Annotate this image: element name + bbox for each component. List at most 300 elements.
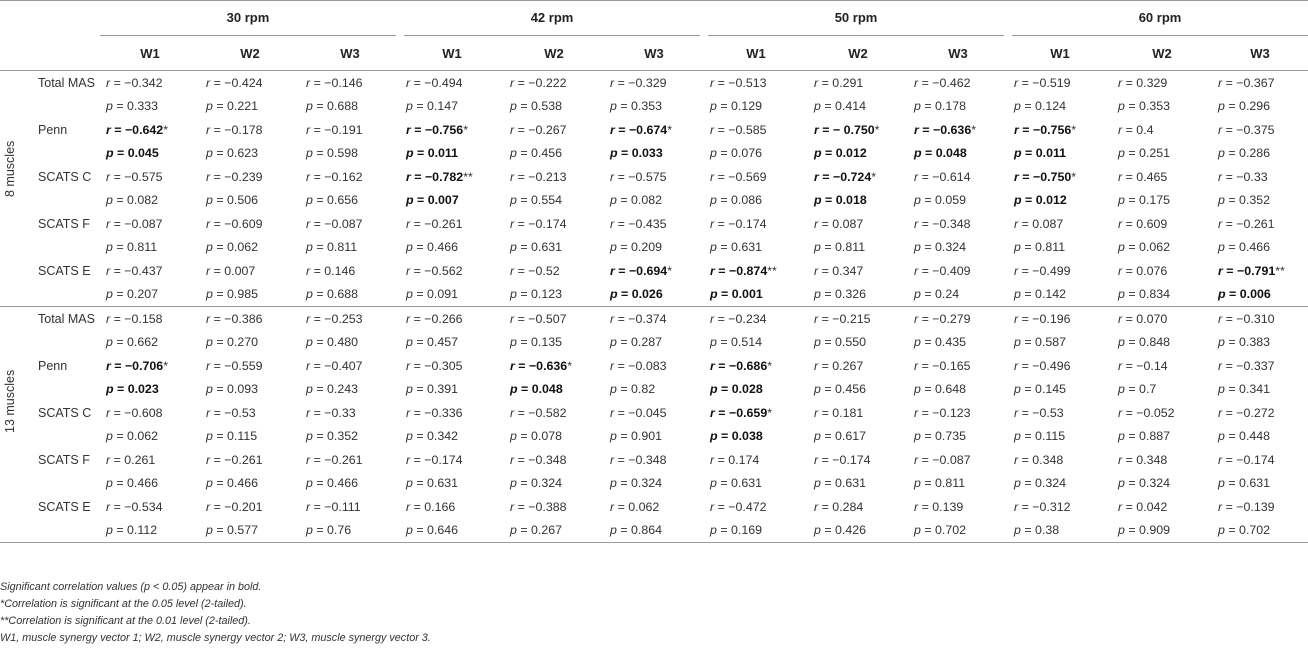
r-value-cell: r = 0.284	[814, 499, 864, 514]
p-value-cell: p = 0.086	[710, 193, 763, 208]
r-value-cell: r = −0.472	[710, 499, 767, 514]
p-value-cell: p = 0.623	[206, 146, 259, 161]
p-value-cell: p = 0.391	[406, 382, 459, 397]
r-value-cell: r = 0.087	[1014, 216, 1064, 231]
r-value-cell: r = −0.386	[206, 311, 263, 326]
r-value-cell: r = −0.305	[406, 358, 463, 373]
r-value-cell: r = −0.261	[206, 452, 263, 467]
r-value-cell: r = −0.329	[610, 75, 667, 90]
p-value-cell: p = 0.124	[1014, 99, 1067, 114]
p-value-cell: p = 0.631	[710, 240, 763, 255]
p-value-cell: p = 0.342	[406, 429, 459, 444]
measure-label: SCATS C	[38, 169, 92, 184]
p-value-cell: p = 0.811	[814, 240, 866, 255]
p-value-cell: p = 0.001	[704, 283, 808, 307]
p-value-cell: p = 0.018	[814, 193, 867, 208]
p-value-cell: p = 0.178	[914, 99, 967, 114]
p-value-cell: p = 0.324	[610, 476, 663, 491]
r-value-cell: r = −0.367	[1218, 75, 1275, 90]
measure-label: SCATS E	[38, 499, 91, 514]
r-value-cell: r = −0.261	[406, 216, 463, 231]
p-value-cell: p = 0.093	[206, 382, 259, 397]
p-value-cell: p = 0.324	[1014, 476, 1067, 491]
synergy-column-header: W3	[1212, 36, 1308, 71]
r-value-cell: r = 0.347	[814, 263, 864, 278]
significance-marker: *	[767, 358, 773, 373]
p-value-cell: p = 0.426	[808, 519, 908, 543]
r-value-cell: r = −0.342	[106, 75, 163, 90]
p-value-cell: p = 0.688	[306, 99, 359, 114]
p-value-cell: p = 0.006	[1212, 283, 1308, 307]
r-value-cell: r = −0.388	[510, 499, 567, 514]
measure-label: Total MAS	[38, 311, 95, 326]
table-row-p	[0, 142, 1308, 166]
p-value-cell: p = 0.062	[1118, 240, 1171, 255]
r-value-cell: r = 0.174	[710, 452, 760, 467]
table-row-p	[0, 378, 1308, 402]
rpm-group-header: 60 rpm	[1008, 0, 1308, 36]
synergy-column-header: W2	[200, 36, 300, 71]
significance-marker: *	[871, 169, 877, 184]
r-value-cell: r = 0.146	[306, 263, 356, 278]
r-value-cell: r = −0.178	[206, 122, 263, 137]
r-value-cell: r = −0.083	[610, 358, 667, 373]
measure-label: SCATS F	[38, 452, 90, 467]
p-value-cell: p = 0.577	[200, 519, 300, 543]
r-value-cell: r = 0.329	[1118, 75, 1168, 90]
p-value-cell: p = 0.207	[100, 283, 200, 307]
p-value-cell: p = 0.129	[710, 99, 763, 114]
p-value-cell: p = 0.026	[604, 283, 704, 307]
r-value-cell: r = −0.174	[710, 216, 767, 231]
r-value-cell: r = −0.496	[1014, 358, 1071, 373]
p-value-cell: p = 0.688	[300, 283, 400, 307]
table-row-p	[0, 519, 1308, 543]
table-row-r	[0, 495, 1308, 519]
r-value-cell: r = −0.222	[510, 75, 567, 90]
p-value-cell: p = 0.506	[206, 193, 259, 208]
r-value-cell: r = −0.756*	[406, 122, 469, 137]
table-footnotes	[0, 579, 431, 647]
muscle-group-label: 13 muscles	[0, 307, 22, 543]
p-value-cell: p = 0.554	[510, 193, 563, 208]
r-value-cell: r = −0.374	[610, 311, 667, 326]
synergy-column-header: W2	[1112, 36, 1212, 71]
table-body	[0, 71, 1308, 543]
table-row-p	[0, 236, 1308, 260]
table-row-r	[0, 118, 1308, 142]
p-value-cell: p = 0.662	[106, 335, 159, 350]
synergy-column-header: W3	[604, 36, 704, 71]
p-value-cell: p = 0.456	[814, 382, 867, 397]
p-value-cell: p = 0.38	[1008, 519, 1112, 543]
p-value-cell: p = 0.221	[206, 99, 259, 114]
r-value-cell: r = 0.348	[1118, 452, 1168, 467]
p-value-cell: p = 0.028	[710, 382, 763, 397]
p-value-cell: p = 0.048	[914, 146, 967, 161]
p-value-cell: p = 0.142	[1008, 283, 1112, 307]
p-value-cell: p = 0.435	[914, 335, 967, 350]
r-value-cell: r = −0.239	[206, 169, 263, 184]
p-value-cell: p = 0.353	[1118, 99, 1171, 114]
r-value-cell: r = −0.409	[914, 263, 971, 278]
r-value-cell: r = 0.166	[406, 499, 456, 514]
measure-label: SCATS F	[38, 216, 90, 231]
r-value-cell: r = −0.513	[710, 75, 767, 90]
p-value-cell: p = 0.048	[510, 382, 563, 397]
p-value-cell: p = 0.324	[1118, 476, 1171, 491]
measure-label: Penn	[38, 358, 68, 373]
r-value-cell: r = −0.261	[306, 452, 363, 467]
r-value-cell: r = −0.686*	[710, 358, 773, 373]
r-value-cell: r = −0.407	[306, 358, 363, 373]
p-value-cell: p = 0.466	[1218, 240, 1271, 255]
p-value-cell: p = 0.175	[1118, 193, 1171, 208]
r-value-cell: r = 0.348	[1014, 452, 1064, 467]
measure-label: SCATS E	[38, 263, 91, 278]
significance-marker: *	[163, 122, 169, 137]
p-value-cell: p = 0.466	[406, 240, 459, 255]
p-value-cell: p = 0.631	[1218, 476, 1271, 491]
r-value-cell: r = 0.007	[206, 263, 256, 278]
p-value-cell: p = 0.352	[1218, 193, 1271, 208]
measure-label	[22, 519, 100, 543]
r-value-cell: r = −0.052	[1118, 405, 1175, 420]
significance-marker: *	[767, 405, 773, 420]
r-value-cell: r = −0.694*	[610, 263, 673, 278]
significance-marker: *	[1071, 122, 1077, 137]
r-value-cell: r = −0.791**	[1218, 263, 1285, 278]
p-value-cell: p = 0.466	[306, 476, 359, 491]
p-value-cell: p = 0.864	[604, 519, 704, 543]
r-value-cell: r = −0.312	[1014, 499, 1071, 514]
p-value-cell: p = 0.243	[306, 382, 359, 397]
p-value-cell: p = 0.286	[1218, 146, 1271, 161]
p-value-cell: p = 0.169	[704, 519, 808, 543]
r-value-cell: r = −0.585	[710, 122, 767, 137]
p-value-cell: p = 0.631	[406, 476, 459, 491]
r-value-cell: r = −0.158	[106, 311, 163, 326]
p-value-cell: p = 0.735	[914, 429, 967, 444]
table-row-p	[0, 95, 1308, 119]
r-value-cell: r = 0.465	[1118, 169, 1168, 184]
measure-label	[22, 378, 100, 402]
table-row-r	[0, 448, 1308, 472]
r-value-cell: r = −0.462	[914, 75, 971, 90]
p-value-cell: p = 0.887	[1118, 429, 1171, 444]
p-value-cell: p = 0.538	[510, 99, 563, 114]
significance-marker: *	[667, 263, 673, 278]
measure-label: SCATS C	[38, 405, 92, 420]
r-value-cell: r = −0.642*	[106, 122, 169, 137]
p-value-cell: p = 0.353	[610, 99, 663, 114]
synergy-column-header: W1	[100, 36, 200, 71]
r-value-cell: r = 0.062	[610, 499, 660, 514]
r-value-cell: r = −0.756*	[1014, 122, 1077, 137]
p-value-cell: p = 0.648	[914, 382, 967, 397]
r-value-cell: r = −0.111	[306, 499, 361, 514]
measure-label	[22, 331, 100, 355]
table-row-r	[0, 259, 1308, 283]
r-value-cell: r = −0.608	[106, 405, 163, 420]
measure-label	[22, 472, 100, 496]
p-value-cell: p = 0.324	[914, 240, 967, 255]
r-value-cell: r = −0.724*	[814, 169, 877, 184]
p-value-cell: p = 0.811	[306, 240, 358, 255]
p-value-cell: p = 0.145	[1014, 382, 1067, 397]
r-value-cell: r = −0.636*	[510, 358, 573, 373]
r-value-cell: r = −0.174	[814, 452, 871, 467]
r-value-cell: r = −0.782**	[406, 169, 473, 184]
significance-marker: *	[163, 358, 169, 373]
r-value-cell: r = −0.196	[1014, 311, 1071, 326]
r-value-cell: r = −0.674*	[610, 122, 673, 137]
p-value-cell: p = 0.646	[400, 519, 504, 543]
p-value-cell: p = 0.550	[814, 335, 867, 350]
measure-label	[22, 236, 100, 260]
p-value-cell: p = 0.012	[1014, 193, 1067, 208]
p-value-cell: p = 0.115	[206, 429, 258, 444]
p-value-cell: p = 0.811	[106, 240, 158, 255]
synergy-column-header: W2	[504, 36, 604, 71]
p-value-cell: p = 0.059	[914, 193, 967, 208]
r-value-cell: r = − 0.750*	[814, 122, 880, 137]
corner-cell	[0, 0, 100, 36]
r-value-cell: r = 0.087	[814, 216, 864, 231]
r-value-cell: r = 0.261	[106, 452, 156, 467]
p-value-cell: p = 0.326	[808, 283, 908, 307]
p-value-cell: p = 0.811	[1014, 240, 1066, 255]
synergy-header-row	[0, 36, 1308, 71]
p-value-cell: p = 0.811	[914, 476, 966, 491]
p-value-cell: p = 0.147	[406, 99, 459, 114]
rpm-group-header: 42 rpm	[400, 0, 704, 36]
r-value-cell: r = −0.435	[610, 216, 667, 231]
p-value-cell: p = 0.985	[200, 283, 300, 307]
r-value-cell: r = −0.575	[106, 169, 163, 184]
p-value-cell: p = 0.383	[1218, 335, 1271, 350]
p-value-cell: p = 0.045	[106, 146, 159, 161]
synergy-column-header: W2	[808, 36, 908, 71]
r-value-cell: r = −0.706*	[106, 358, 169, 373]
p-value-cell: p = 0.115	[1014, 429, 1066, 444]
p-value-cell: p = 0.324	[510, 476, 563, 491]
r-value-cell: r = −0.201	[206, 499, 263, 514]
r-value-cell: r = −0.337	[1218, 358, 1275, 373]
r-value-cell: r = −0.191	[306, 122, 363, 137]
r-value-cell: r = −0.14	[1118, 358, 1168, 373]
p-value-cell: p = 0.078	[510, 429, 563, 444]
r-value-cell: r = −0.519	[1014, 75, 1071, 90]
measure-label	[22, 283, 100, 307]
table-row-r	[0, 212, 1308, 236]
footnote: **Correlation is significant at the 0.01 level (2-tailed).	[0, 615, 251, 627]
r-value-cell: r = −0.33	[306, 405, 356, 420]
r-value-cell: r = −0.636*	[914, 122, 977, 137]
r-value-cell: r = −0.139	[1218, 499, 1275, 514]
significance-marker: *	[971, 122, 977, 137]
muscle-group-label: 8 muscles	[0, 71, 22, 307]
r-value-cell: r = −0.087	[914, 452, 971, 467]
p-value-cell: p = 0.082	[106, 193, 159, 208]
r-value-cell: r = 0.291	[814, 75, 864, 90]
r-value-cell: r = −0.310	[1218, 311, 1275, 326]
r-value-cell: r = −0.534	[106, 499, 163, 514]
r-value-cell: r = −0.437	[106, 263, 163, 278]
p-value-cell: p = 0.270	[206, 335, 259, 350]
r-value-cell: r = −0.123	[914, 405, 971, 420]
p-value-cell: p = 0.011	[406, 146, 459, 161]
measure-label: Penn	[38, 122, 68, 137]
r-value-cell: r = −0.52	[510, 263, 560, 278]
significance-marker: *	[874, 122, 880, 137]
measure-label	[22, 142, 100, 166]
p-value-cell: p = 0.341	[1218, 382, 1271, 397]
r-value-cell: r = −0.348	[914, 216, 971, 231]
r-value-cell: r = −0.569	[710, 169, 767, 184]
r-value-cell: r = −0.750*	[1014, 169, 1077, 184]
p-value-cell: p = 0.011	[1014, 146, 1067, 161]
p-value-cell: p = 0.091	[400, 283, 504, 307]
table-row-p	[0, 425, 1308, 449]
r-value-cell: r = −0.272	[1218, 405, 1275, 420]
r-value-cell: r = −0.165	[914, 358, 971, 373]
synergy-column-header: W3	[300, 36, 400, 71]
table-row-p	[0, 472, 1308, 496]
r-value-cell: r = −0.336	[406, 405, 463, 420]
p-value-cell: p = 0.448	[1218, 429, 1271, 444]
p-value-cell: p = 0.135	[510, 335, 563, 350]
r-value-cell: r = 0.609	[1118, 216, 1168, 231]
table-row-p	[0, 331, 1308, 355]
measure-label	[22, 425, 100, 449]
p-value-cell: p = 0.287	[610, 335, 663, 350]
significance-marker: *	[463, 122, 469, 137]
r-value-cell: r = −0.266	[406, 311, 463, 326]
table-row-r	[0, 354, 1308, 378]
p-value-cell: p = 0.76	[300, 519, 400, 543]
measure-label: Total MAS	[38, 75, 95, 90]
p-value-cell: p = 0.414	[814, 99, 867, 114]
r-value-cell: r = −0.33	[1218, 169, 1268, 184]
p-value-cell: p = 0.480	[306, 335, 359, 350]
r-value-cell: r = 0.070	[1118, 311, 1168, 326]
r-value-cell: r = −0.146	[306, 75, 363, 90]
r-value-cell: r = −0.234	[710, 311, 767, 326]
r-value-cell: r = −0.087	[306, 216, 363, 231]
p-value-cell: p = 0.587	[1014, 335, 1067, 350]
r-value-cell: r = −0.659*	[710, 405, 773, 420]
r-value-cell: r = −0.348	[510, 452, 567, 467]
r-value-cell: r = 0.139	[914, 499, 964, 514]
p-value-cell: p = 0.631	[510, 240, 563, 255]
p-value-cell: p = 0.023	[106, 382, 159, 397]
r-value-cell: r = −0.614	[914, 169, 971, 184]
r-value-cell: r = 0.267	[814, 358, 864, 373]
p-value-cell: p = 0.656	[306, 193, 359, 208]
p-value-cell: p = 0.333	[106, 99, 159, 114]
p-value-cell: p = 0.702	[1212, 519, 1308, 543]
table-row-r	[0, 401, 1308, 425]
r-value-cell: r = −0.213	[510, 169, 567, 184]
r-value-cell: r = −0.53	[1014, 405, 1064, 420]
r-value-cell: r = 0.042	[1118, 499, 1168, 514]
synergy-column-header: W3	[908, 36, 1008, 71]
r-value-cell: r = −0.045	[610, 405, 667, 420]
p-value-cell: p = 0.038	[710, 429, 763, 444]
p-value-cell: p = 0.267	[504, 519, 604, 543]
r-value-cell: r = 0.181	[814, 405, 864, 420]
r-value-cell: r = −0.215	[814, 311, 871, 326]
p-value-cell: p = 0.112	[100, 519, 200, 543]
p-value-cell: p = 0.514	[710, 335, 763, 350]
p-value-cell: p = 0.24	[908, 283, 1008, 307]
p-value-cell: p = 0.033	[610, 146, 663, 161]
r-value-cell: r = −0.494	[406, 75, 463, 90]
p-value-cell: p = 0.901	[610, 429, 663, 444]
p-value-cell: p = 0.251	[1118, 146, 1171, 161]
r-value-cell: r = 0.076	[1118, 263, 1168, 278]
r-value-cell: r = −0.609	[206, 216, 263, 231]
rpm-group-header: 50 rpm	[704, 0, 1008, 36]
synergy-column-header: W1	[400, 36, 504, 71]
synergy-column-header: W1	[704, 36, 808, 71]
p-value-cell: p = 0.848	[1118, 335, 1171, 350]
measure-label	[22, 95, 100, 119]
r-value-cell: r = −0.874**	[710, 263, 777, 278]
footnote: *Correlation is significant at the 0.05 level (2-tailed).	[0, 598, 247, 610]
p-value-cell: p = 0.466	[206, 476, 259, 491]
r-value-cell: r = −0.174	[1218, 452, 1275, 467]
top-rule	[0, 0, 1308, 1]
r-value-cell: r = −0.087	[106, 216, 163, 231]
r-value-cell: r = 0.4	[1118, 122, 1154, 137]
p-value-cell: p = 0.076	[710, 146, 763, 161]
significance-marker: **	[1275, 263, 1285, 278]
r-value-cell: r = −0.174	[406, 452, 463, 467]
significance-marker: *	[567, 358, 573, 373]
r-value-cell: r = −0.575	[610, 169, 667, 184]
p-value-cell: p = 0.631	[814, 476, 867, 491]
r-value-cell: r = −0.499	[1014, 263, 1071, 278]
r-value-cell: r = −0.174	[510, 216, 567, 231]
table-row-p	[0, 283, 1308, 307]
r-value-cell: r = −0.562	[406, 263, 463, 278]
r-value-cell: r = −0.53	[206, 405, 256, 420]
p-value-cell: p = 0.617	[814, 429, 867, 444]
r-value-cell: r = −0.267	[510, 122, 567, 137]
p-value-cell: p = 0.631	[710, 476, 763, 491]
significance-marker: *	[1071, 169, 1077, 184]
corner-cell	[0, 36, 100, 71]
r-value-cell: r = −0.261	[1218, 216, 1275, 231]
table-row-r	[0, 307, 1308, 331]
p-value-cell: p = 0.062	[106, 429, 159, 444]
r-value-cell: r = −0.162	[306, 169, 363, 184]
r-value-cell: r = −0.348	[610, 452, 667, 467]
p-value-cell: p = 0.457	[406, 335, 459, 350]
significance-marker: **	[767, 263, 777, 278]
p-value-cell: p = 0.456	[510, 146, 563, 161]
r-value-cell: r = −0.559	[206, 358, 263, 373]
p-value-cell: p = 0.209	[610, 240, 663, 255]
p-value-cell: p = 0.909	[1112, 519, 1212, 543]
p-value-cell: p = 0.466	[106, 476, 159, 491]
p-value-cell: p = 0.598	[306, 146, 359, 161]
rpm-group-header: 30 rpm	[100, 0, 400, 36]
table-row-p	[0, 189, 1308, 213]
table-row-r	[0, 165, 1308, 189]
